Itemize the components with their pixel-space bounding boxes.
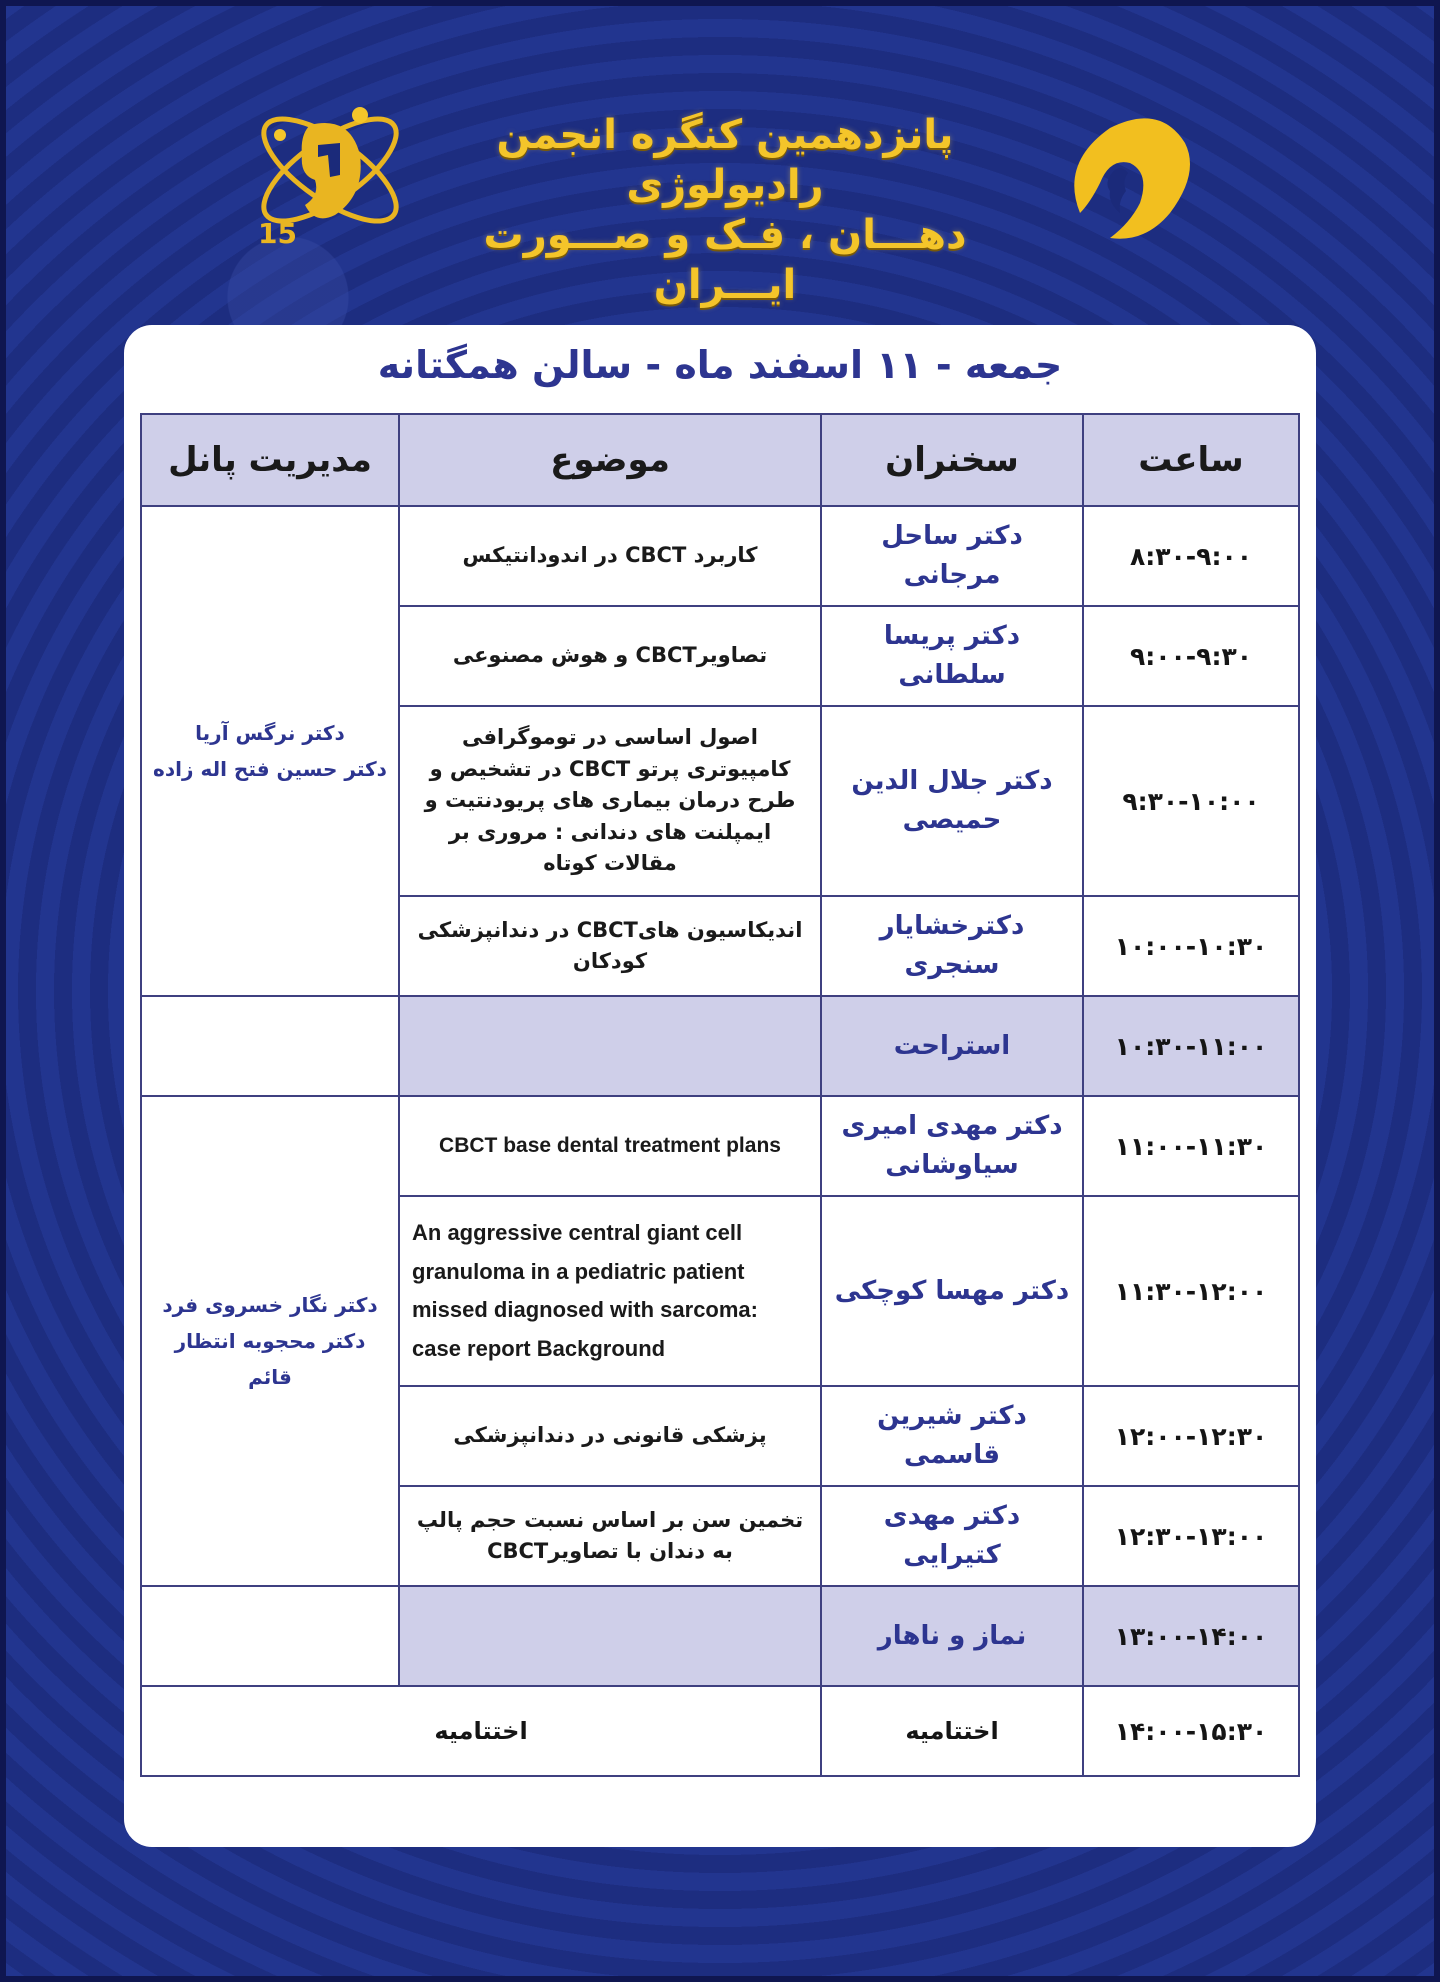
speaker-cell: دکتر شیرین قاسمی (821, 1386, 1083, 1486)
speaker-cell: دکتر ساحل مرجانی (821, 506, 1083, 606)
panel-moderator-name: دکتر حسین فتح اله زاده (153, 757, 387, 781)
break-row (141, 996, 1299, 1096)
topic-cell: CBCT base dental treatment plans (399, 1096, 821, 1196)
congress-title-line-2: دهـــان ، فـک و صـــورت ایـــران (483, 212, 967, 308)
topic-cell: تخمین سن بر اساس نسبت حجم پالپ به دندان با تصاویرCBCT (399, 1486, 821, 1586)
congress-title (410, 110, 1040, 310)
panel-cell-empty (141, 996, 399, 1096)
topic-cell-empty (399, 1586, 821, 1686)
speaker-cell: دکتر پریسا سلطانی (821, 606, 1083, 706)
panel-cell-empty (141, 1586, 399, 1686)
association-logo-right (1050, 103, 1200, 253)
panel-moderators-cell (141, 1096, 399, 1586)
time-cell: ۱۳:۰۰-۱۴:۰۰ (1083, 1586, 1299, 1686)
column-header-time: ساعت (1083, 414, 1299, 506)
topic-cell-empty (399, 996, 821, 1096)
time-cell: ۱۲:۳۰-۱۳:۰۰ (1083, 1486, 1299, 1586)
closing-speaker-cell: اختتامیه (821, 1686, 1083, 1776)
time-cell: ۱۲:۰۰-۱۲:۳۰ (1083, 1386, 1299, 1486)
congress-title-line-1: پانزدهمین کنگره انجمن رادیولوژی (496, 112, 954, 208)
speaker-cell: دکتر جلال الدین حمیصی (821, 706, 1083, 896)
break-row (141, 1586, 1299, 1686)
closing-topic-cell: اختتامیه (141, 1686, 821, 1776)
panel-moderator-name: دکتر نگار خسروی فرد (162, 1293, 378, 1317)
topic-cell: کاربرد CBCT در اندودانتیکس (399, 506, 821, 606)
time-cell: ۱۴:۰۰-۱۵:۳۰ (1083, 1686, 1299, 1776)
topic-cell: اندیکاسیون هایCBCT در دندانپزشکی کودکان (399, 896, 821, 996)
column-header-panel: مدیریت پانل (141, 414, 399, 506)
time-cell: ۱۰:۰۰-۱۰:۳۰ (1083, 896, 1299, 996)
table-header-row (141, 414, 1299, 506)
panel-moderator-name: دکتر نرگس آریا (195, 721, 345, 745)
topic-cell: تصاویرCBCT و هوش مصنوعی (399, 606, 821, 706)
topic-cell: An aggressive central giant cell granuloma in a pediatric patient missed diagnosed with sarcoma: case report Background (399, 1196, 821, 1386)
break-label: نماز و ناهار (821, 1586, 1083, 1686)
speaker-cell: دکترخشایار سنجری (821, 896, 1083, 996)
time-cell: ۹:۰۰-۹:۳۰ (1083, 606, 1299, 706)
day-title: جمعه - ۱۱ اسفند ماه - سالن همگتانه (377, 343, 1063, 387)
closing-row (141, 1686, 1299, 1776)
speaker-cell: دکتر مهدی کتیرایی (821, 1486, 1083, 1586)
time-cell: ۸:۳۰-۹:۰۰ (1083, 506, 1299, 606)
time-cell: ۹:۳۰-۱۰:۰۰ (1083, 706, 1299, 896)
schedule-card (124, 325, 1316, 1847)
topic-cell: پزشکی قانونی در دندانپزشکی (399, 1386, 821, 1486)
column-header-speaker: سخنران (821, 414, 1083, 506)
break-label: استراحت (821, 996, 1083, 1096)
panel-moderator-name: دکتر محجوبه انتظار قائم (174, 1329, 366, 1389)
time-cell: ۱۰:۳۰-۱۱:۰۰ (1083, 996, 1299, 1096)
speaker-cell: دکتر مهسا کوچکی (821, 1196, 1083, 1386)
speaker-cell: دکتر مهدی امیری سیاوشانی (821, 1096, 1083, 1196)
congress-logo-left (240, 85, 410, 255)
table-row (141, 1096, 1299, 1196)
column-header-topic: موضوع (399, 414, 821, 506)
congress-header (240, 85, 1200, 308)
panel-moderators-cell (141, 506, 399, 996)
time-cell: ۱۱:۳۰-۱۲:۰۰ (1083, 1196, 1299, 1386)
time-cell: ۱۱:۰۰-۱۱:۳۰ (1083, 1096, 1299, 1196)
schedule-table (140, 413, 1300, 1777)
topic-cell: اصول اساسی در توموگرافی کامپیوتری پرتو CBCT در تشخیص و طرح درمان بیماری های پریودنتیت و ایمپلنت های دندانی : مروری بر مقالات کوتاه (399, 706, 821, 896)
logo-number: 15 (258, 217, 297, 250)
table-row (141, 506, 1299, 606)
